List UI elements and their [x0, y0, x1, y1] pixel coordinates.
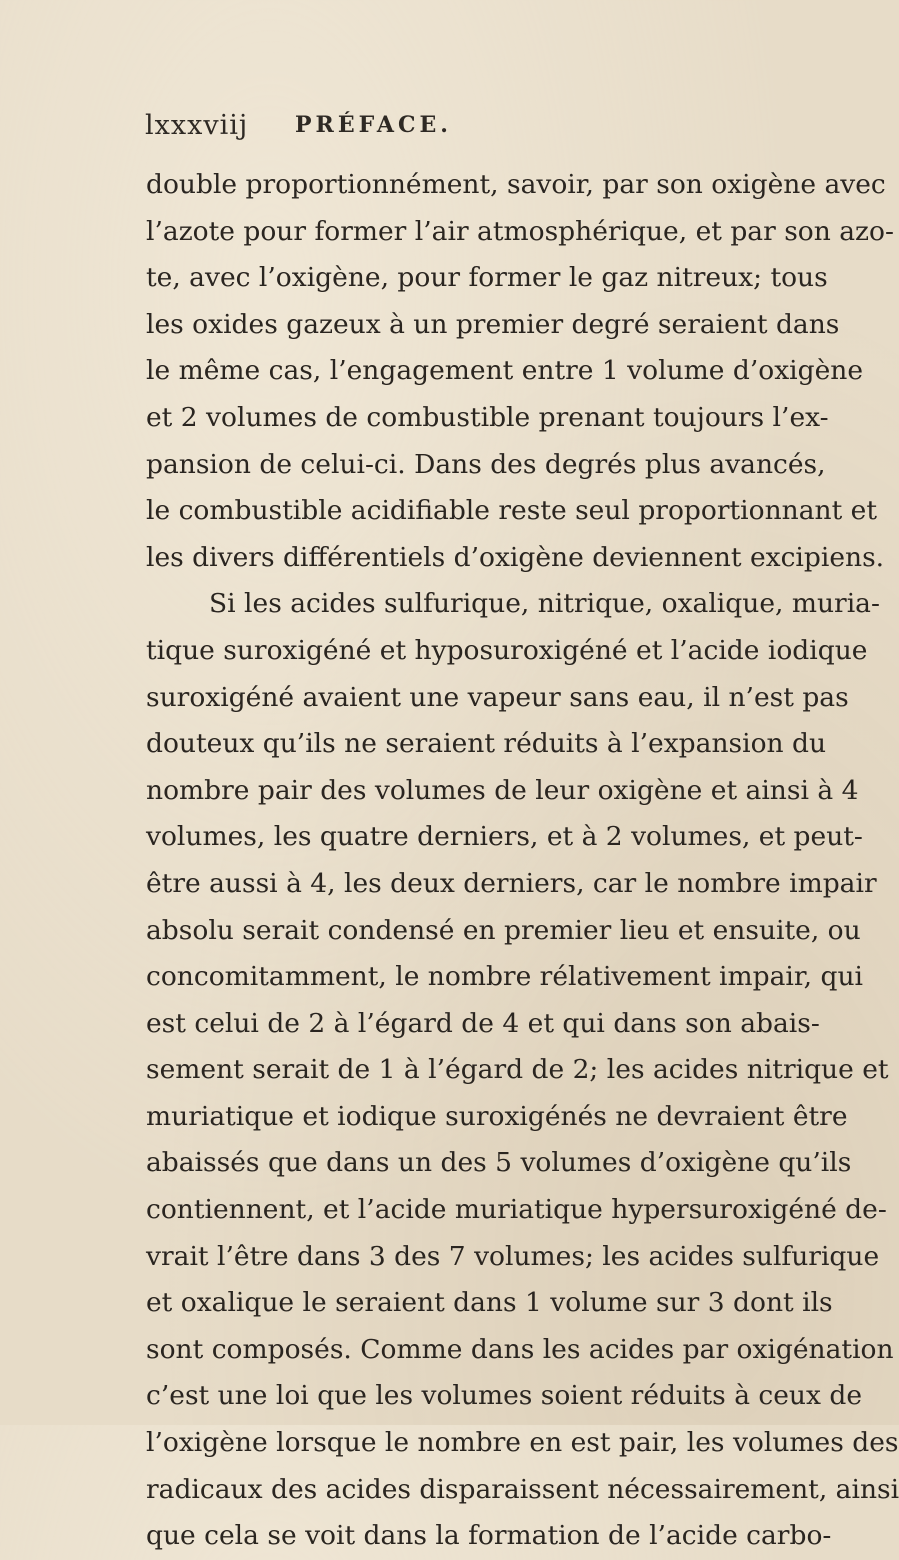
text-line: et oxalique le seraient dans 1 volume sur 3 dont ils [146, 1287, 833, 1319]
text-line: les oxides gazeux à un premier degré seraient dans [146, 308, 840, 340]
page-number: lxxxviij [145, 110, 249, 141]
text-line: est celui de 2 à l’égard de 4 et qui dans son abais- [146, 1007, 820, 1039]
text-line: absolu serait condensé en premier lieu et ensuite, ou [146, 914, 861, 946]
text-line: muriatique et iodique suroxigénés ne devraient être [146, 1100, 848, 1132]
text-line: concomitamment, le nombre rélativement impair, qui [146, 961, 863, 993]
page-header [145, 110, 785, 150]
text-line: contiennent, et l’acide muriatique hypersuroxigéné de- [146, 1194, 887, 1226]
text-line: tique suroxigéné et hyposuroxigéné et l’acide iodique [146, 634, 868, 666]
text-line: vrait l’être dans 3 des 7 volumes; les acides sulfurique [146, 1240, 880, 1272]
running-head: PRÉFACE. [295, 112, 452, 138]
text-line: radicaux des acides disparaissent nécessairement, ainsi [146, 1473, 899, 1505]
text-line: c’est une loi que les volumes soient réduits à ceux de [146, 1380, 863, 1412]
text-line: pansion de celui-ci. Dans des degrés plus avancés, [146, 448, 826, 480]
text-line: abaissés que dans un des 5 volumes d’oxigène qu’ils [146, 1147, 852, 1179]
text-line: suroxigéné avaient une vapeur sans eau, il n’est pas [146, 681, 849, 713]
text-line: sement serait de 1 à l’égard de 2; les acides nitrique et [146, 1054, 889, 1086]
text-line: être aussi à 4, les deux derniers, car le nombre impair [146, 867, 877, 899]
text-line: volumes, les quatre derniers, et à 2 volumes, et peut- [146, 821, 863, 853]
text-line: les divers différentiels d’oxigène deviennent excipiens. [146, 541, 885, 573]
text-line: nombre pair des volumes de leur oxigène et ainsi à 4 [146, 774, 859, 806]
text-line: te, avec l’oxigène, pour former le gaz nitreux; tous [146, 262, 828, 294]
text-line: le combustible acidifiable reste seul proportionnant et [146, 495, 877, 527]
text-line: l’azote pour former l’air atmosphérique, et par son azo- [146, 215, 894, 247]
text-line: l’oxigène lorsque le nombre en est pair, les volumes des [146, 1427, 899, 1459]
text-line: sont composés. Comme dans les acides par oxigénation [146, 1333, 894, 1365]
text-line: le même cas, l’engagement entre 1 volume d’oxigène [146, 355, 864, 387]
paragraph-start-line: Si les acides sulfurique, nitrique, oxalique, muria- [209, 588, 880, 620]
text-line: et 2 volumes de combustible prenant toujours l’ex- [146, 401, 829, 433]
text-line: que cela se voit dans la formation de l’acide carbo- [146, 1520, 832, 1552]
text-line: douteux qu’ils ne seraient réduits à l’expansion du [146, 728, 827, 760]
text-line: double proportionnément, savoir, par son oxigène avec [146, 169, 886, 200]
body-text [146, 162, 899, 1560]
